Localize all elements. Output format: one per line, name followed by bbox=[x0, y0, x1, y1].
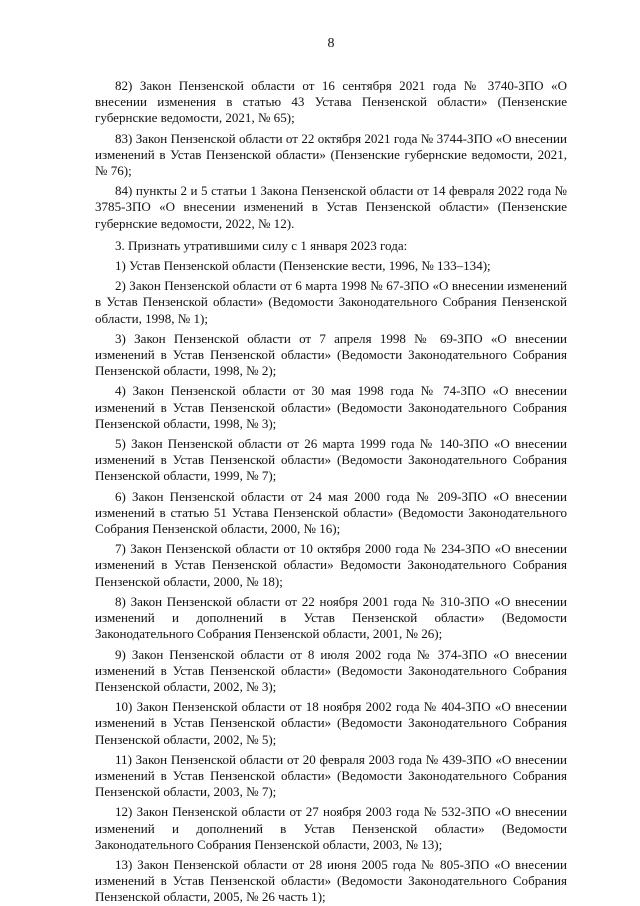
repealed-item-7: 7) Закон Пензенской области от 10 октября 2000 года № 234-ЗПО «О внесении изменений в Устав Пензенской области» Ведомости Законодательного Собрания Пензенской области, 2000, № 18); bbox=[95, 541, 567, 589]
repealed-item-6: 6) Закон Пензенской области от 24 мая 2000 года № 209-ЗПО «О внесении изменений в статью 51 Устава Пензенской области» (Ведомости Законодательного Собрания Пензенской области, 2000, № 16); bbox=[95, 488, 567, 537]
repealed-item-8: 8) Закон Пензенской области от 22 ноября 2001 года № 310-ЗПО «О внесении изменений и дополнений в Устав Пензенской области» (Ведомости Законодательного Собрания Пензенской области, 2001, № 26); bbox=[95, 593, 567, 642]
repealed-item-9: 9) Закон Пензенской области от 8 июля 2002 года № 374-ЗПО «О внесении изменений в Устав Пензенской области» (Ведомости Законодательного Собрания Пензенской области, 2002, № 3); bbox=[95, 646, 567, 694]
repealed-item-3: 3) Закон Пензенской области от 7 апреля 1998 № 69-ЗПО «О внесении изменений в Устав Пензенской области» (Ведомости Законодательного Собрания Пензенской области, 1998, № 2); bbox=[95, 330, 567, 379]
law-item-84: 84) пункты 2 и 5 статьи 1 Закона Пензенской области от 14 февраля 2022 года № 3785-ЗПО «О внесении изменений в Устав Пензенской области» (Пензенские губернские ведомости, 2022, № 12). bbox=[95, 183, 567, 231]
repealed-item-13: 13) Закон Пензенской области от 28 июня 2005 года № 805-ЗПО «О внесении изменений в Устав Пензенской области» (Ведомости Законодательного Собрания Пензенской области, 2005, № 26 часть 1); bbox=[95, 856, 567, 905]
repealed-item-12: 12) Закон Пензенской области от 27 ноября 2003 года № 532-ЗПО «О внесении изменений и дополнений в Устав Пензенской области» (Ведомости Законодательного Собрания Пензенской области, 2003, № 13); bbox=[95, 804, 567, 852]
repealed-item-4: 4) Закон Пензенской области от 30 мая 1998 года № 74-ЗПО «О внесении изменений в Устав Пензенской области» (Ведомости Законодательного Собрания Пензенской области, 1998, № 3); bbox=[95, 383, 567, 431]
repealed-item-2: 2) Закон Пензенской области от 6 марта 1998 № 67-ЗПО «О внесении изменений в Устав Пензенской области» (Ведомости Законодательного Собрания Пензенской области, 1998, № 1); bbox=[95, 278, 567, 326]
repealed-item-11: 11) Закон Пензенской области от 20 февраля 2003 года № 439-ЗПО «О внесении изменений в Устав Пензенской области» (Ведомости Законодательного Собрания Пензенской области, 2003, № 7); bbox=[95, 751, 567, 800]
law-item-83: 83) Закон Пензенской области от 22 октября 2021 года № 3744-ЗПО «О внесении изменений в Устав Пензенской области» (Пензенские губернские ведомости, 2021, № 76); bbox=[95, 130, 567, 179]
repealed-item-10: 10) Закон Пензенской области от 18 ноября 2002 года № 404-ЗПО «О внесении изменений в Устав Пензенской области» (Ведомости Законодательного Собрания Пензенской области, 2002, № 5); bbox=[95, 699, 567, 747]
section-3-heading: 3. Признать утратившими силу с 1 января 2023 года: bbox=[115, 237, 408, 253]
repealed-item-1: 1) Устав Пензенской области (Пензенские вести, 1996, № 133–134); bbox=[115, 258, 491, 274]
page-number: 8 bbox=[327, 36, 335, 51]
repealed-item-5: 5) Закон Пензенской области от 26 марта 1999 года № 140-ЗПО «О внесении изменений в Устав Пензенской области» (Ведомости Законодательного Собрания Пензенской области, 1999, № 7); bbox=[95, 436, 567, 484]
law-item-82: 82) Закон Пензенской области от 16 сентября 2021 года № 3740-ЗПО «О внесении изменения в статью 43 Устава Пензенской области» (Пензенские губернские ведомости, 2021, № 65); bbox=[95, 78, 567, 126]
